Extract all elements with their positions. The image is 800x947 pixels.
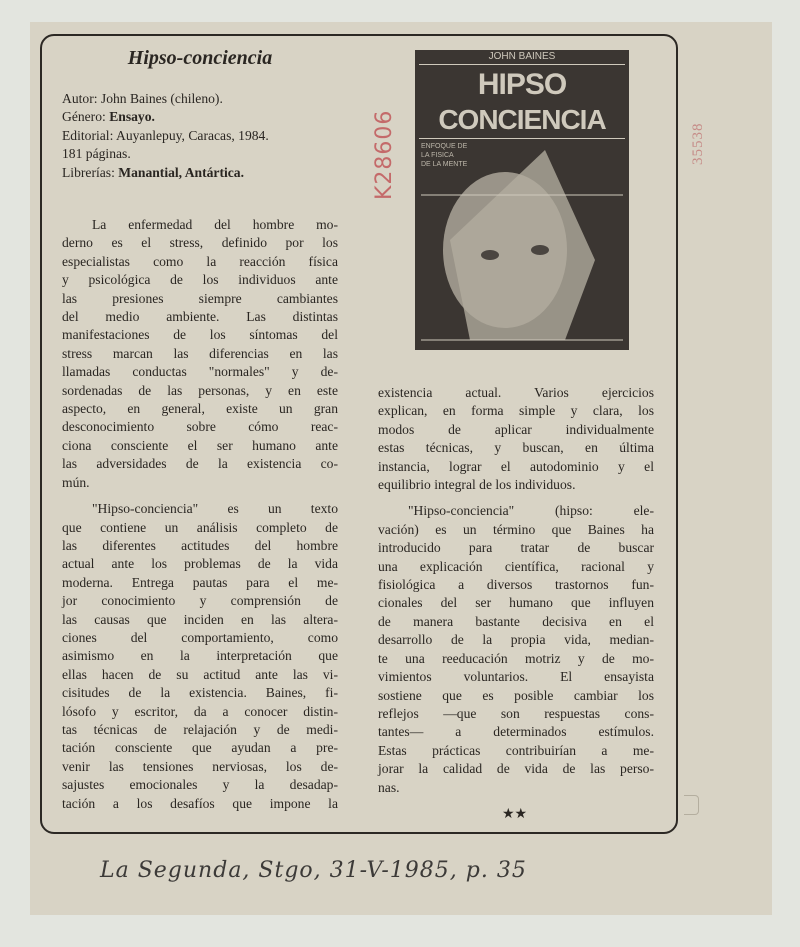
text-line: tación a los desafíos que impone la — [62, 795, 338, 811]
text-line: ellas hacen de su actitud ante las vi- — [62, 666, 338, 682]
text-line: tantes— a determinados estímulos. — [378, 724, 654, 740]
metadata-label: Género: — [62, 109, 106, 125]
paragraph — [378, 384, 654, 494]
text-line: moderna. Entrega pautas para el me- — [62, 574, 338, 590]
text-line: instancia, lograr el autodominio y el — [378, 458, 654, 474]
article-title: Hipso-conciencia — [127, 47, 273, 69]
text-line: que contiene un análisis completo de — [62, 519, 338, 535]
archive-stamp: K28606 — [372, 109, 397, 200]
metadata-value: John Baines (chileno). — [100, 91, 223, 106]
text-line: las causas que inciden en las altera- — [62, 611, 338, 627]
metadata-line — [62, 164, 269, 182]
text-line: y psicológica de los individuos ante — [62, 272, 338, 288]
text-line: desconocimiento sobre cómo reac- — [62, 419, 338, 435]
text-line: jor conocimiento y comprensión de — [62, 593, 338, 609]
left-column — [62, 216, 338, 813]
metadata-value: Auyanlepuy, Caracas, 1984. — [116, 127, 269, 143]
text-line: introducido para tratar de buscar — [378, 540, 654, 556]
text-line: de manera bastante decisiva en el — [378, 613, 654, 629]
text-line: las diferentes actitudes del hombre — [62, 537, 338, 553]
book-metadata — [62, 90, 269, 182]
cover-subtitle: ENFOQUE DE LA FISICA DE LA MENTE — [421, 143, 468, 168]
paper-tab — [684, 795, 699, 815]
text-line: cisitudes de la existencia. Baines, fi- — [62, 685, 338, 701]
handwritten-source-note: La Segunda, Stgo, 31-V-1985, p. 35 — [100, 858, 527, 883]
text-line: manifestaciones de los síntomas del — [62, 327, 338, 343]
text-line: "Hipso-conciencia" (hipso: ele- — [408, 503, 654, 519]
right-column — [378, 384, 654, 797]
text-line: existencia actual. Varios ejercicios — [378, 385, 654, 400]
text-line: sajustes emocionales y la desadap- — [62, 777, 338, 793]
text-line: lósofo y escritor, da a conocer distin- — [62, 703, 338, 719]
side-number: 35538 — [690, 122, 706, 165]
text-line: desarrollo de la propia vida, median- — [378, 632, 654, 648]
text-line: sordenadas de las personas, y en este — [62, 382, 338, 398]
text-line: derno es el stress, definido por los — [62, 235, 338, 251]
text-line: sostiene que es posible cambiar los — [378, 687, 654, 703]
cover-face-illustration — [415, 50, 629, 350]
metadata-value: Ensayo. — [109, 109, 155, 125]
text-line: "Hipso-conciencia" es un texto — [92, 501, 338, 517]
text-line: estas técnicas, y buscan, en última — [378, 440, 654, 456]
metadata-line — [62, 145, 269, 163]
metadata-line — [62, 108, 269, 126]
text-line: tas técnicas de relajación y de medi- — [62, 721, 338, 737]
text-line: modos de aplicar individualmente — [378, 421, 654, 437]
metadata-label: Autor: — [62, 91, 98, 106]
metadata-value: Manantial, Antártica. — [118, 164, 244, 180]
text-line: Estas prácticas contribuirían a me- — [378, 742, 654, 758]
text-line: jorar la calidad de vida de las perso- — [378, 761, 654, 777]
text-line: aspecto, en general, existe un gran — [62, 401, 338, 417]
text-line: La enfermedad del hombre mo- — [92, 217, 338, 232]
text-line: tación consciente que ayudan a pre- — [62, 740, 338, 756]
text-line: stress marcan las diferencias en las — [62, 345, 338, 361]
text-line: fisiológica a diversos trastornos fun- — [378, 577, 654, 593]
end-mark: ★★ — [502, 807, 528, 822]
metadata-line — [62, 90, 269, 108]
metadata-line — [62, 127, 269, 145]
text-line: venir las tensiones nerviosas, los de- — [62, 758, 338, 774]
paragraph — [378, 502, 654, 797]
metadata-label: Editorial: — [62, 127, 114, 143]
metadata-label: Librerías: — [62, 164, 115, 180]
text-line: una explicación científica, racional y — [378, 558, 654, 574]
text-line: actual ante los problemas de la vida — [62, 556, 338, 572]
cover-title-line2: CONCIENCIA — [438, 104, 606, 135]
text-line: del medio ambiente. Las distintas — [62, 309, 338, 325]
text-line: ciona consciente el ser humano ante — [62, 437, 338, 453]
text-line: las presiones siempre cambiantes — [62, 290, 338, 306]
text-line: especialistas como la reacción física — [62, 253, 338, 269]
text-line: las adversidades de la existencia co- — [62, 456, 338, 472]
paragraph — [62, 216, 338, 492]
metadata-value: 181 páginas. — [62, 146, 131, 162]
text-line: vimientos voluntarios. El ensayista — [378, 669, 654, 685]
text-line: nas. — [378, 779, 400, 795]
text-line: explican, en forma simple y clara, los — [378, 403, 654, 419]
cover-author: JOHN BAINES — [488, 51, 556, 62]
text-line: reflejos —que son respuestas cons- — [378, 705, 654, 721]
book-cover-image — [415, 50, 629, 350]
paragraph — [62, 500, 338, 813]
text-line: te una reeducación motriz y de mo- — [378, 650, 654, 666]
text-line: ciones del comportamiento, como — [62, 629, 338, 645]
cover-title-line1: HIPSO — [477, 68, 567, 101]
text-line: vación) es un término que Baines ha — [378, 521, 654, 537]
text-line: equilibrio integral de los individuos. — [378, 477, 576, 493]
text-line: llamadas conductas "normales" y de- — [62, 364, 338, 380]
text-line: mún. — [62, 474, 90, 490]
text-line: cionales del ser humano que influyen — [378, 595, 654, 611]
text-line: asimismo en la interpretación que — [62, 648, 338, 664]
